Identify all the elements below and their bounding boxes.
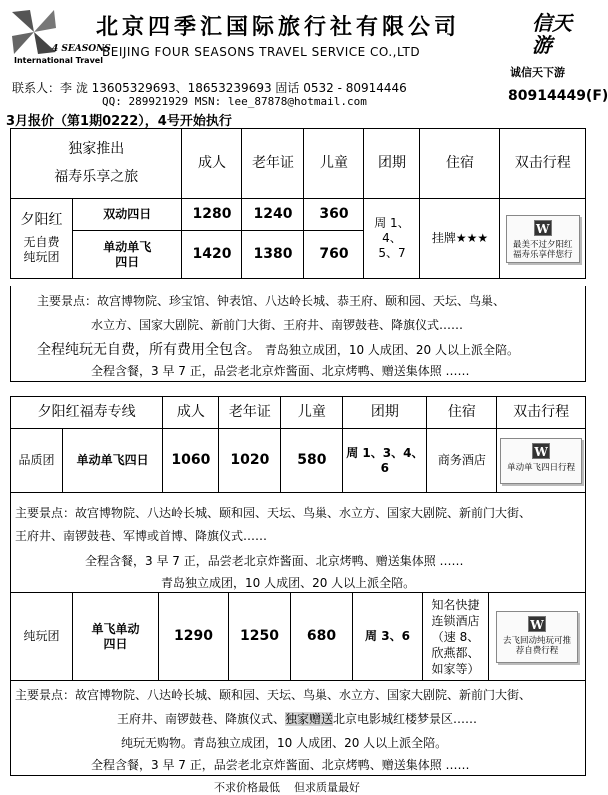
company-name-en: BEIJING FOUR SEASONS TRAVEL SERVICE CO.,LTD [102,45,421,59]
rowA-notes [10,492,586,592]
section1-title [11,129,182,199]
rowB-senior: 1250 [229,593,291,681]
logo-international-travel: International Travel [14,56,103,65]
rowB-type: 单飞单动 四日 [73,593,159,681]
rowB-sights-2a: 王府井、南锣鼓巷、降旗仪式、 [117,712,286,726]
rowA-adult: 1060 [163,429,219,493]
contact-line-1: 联系人：李 泷 13605329693、18653239693 固话 0532 - 80914446 [12,81,407,95]
section1-title-a: 独家推出 [68,141,125,157]
col-adult: 成人 [182,129,242,199]
rowB-doc-caption: 去飞回动纯玩可推 荐自费行程 [502,635,571,656]
col-hotel: 住宿 [420,129,500,199]
footer-text: 不求价格最低 但求质量最好 [214,781,360,794]
rowB-notes [10,680,586,776]
rowA-name: 品质团 [11,429,63,493]
rowB-doc-cell [489,593,586,681]
group-name: 夕阳红 [20,211,63,228]
word-document-icon: W [528,616,546,632]
contact-line-2: QQ: 289921929 MSN: lee_87878@hotmail.com [102,95,367,108]
rowA-child: 580 [281,429,343,493]
col-hotel: 住宿 [427,397,497,429]
col-itinerary: 双击行程 [500,129,586,199]
rowB-hotel: 知名快捷 连锁酒店 （速 8、 欣燕都、 如家等） [423,593,489,681]
rowB-sights-2 [117,710,477,727]
itinerary-doc-cell [500,199,586,279]
row1-child: 360 [304,199,364,231]
rowB-note-2: 全程含餐，3 早 7 正，品尝老北京炸酱面、北京烤鸭、赠送集体照 …… [91,758,470,772]
col-adult: 成人 [163,397,219,429]
rowA-doc-cell [497,429,586,493]
itinerary-doc-caption: 最美不过夕阳红 福寿乐享伴您行 [512,239,573,260]
rowA-note-1: 全程含餐，3 早 7 正，品尝老北京炸酱面、北京烤鸭、赠送集体照 …… [85,554,464,568]
rowA-sights-1: 主要景点：故宫博物院、八达岭长城、颐和园、天坛、鸟巢、水立方、国家大剧院、新前门大街、 [15,506,532,520]
col-child: 儿童 [304,129,364,199]
price-notice: 3月报价（第1期0222），4号开始执行 [6,114,232,129]
section1-note-1b: 青岛独立成团，10 人成团、20 人以上派全陪。 [264,343,519,357]
section1-note-2: 全程含餐，3 早 7 正，品尝老北京炸酱面、北京烤鸭、赠送集体照 …… [91,364,470,378]
rowA-doc-button[interactable] [500,438,582,484]
section1-note-1a: 全程纯玩无自费，所有费用全包含。 [37,342,261,358]
group-sub: 无自费 纯玩团 [23,235,60,265]
row2-child: 760 [304,231,364,279]
rowB-name: 纯玩团 [11,593,73,681]
section1-notes [10,286,586,382]
four-seasons-logo-icon [10,8,58,56]
rowA-type: 单动单飞四日 [63,429,163,493]
slogan-logo: 信天游 [532,11,572,57]
rowA-sights-2: 王府井、南锣鼓巷、军博或首博、降旗仪式…… [15,529,268,543]
hotel: 挂牌★★★ [420,199,500,279]
slogan: 诚信天下游 [510,66,565,79]
itinerary-doc-button[interactable] [506,215,580,263]
rowB-table [10,592,586,681]
rowB-child: 680 [291,593,353,681]
company-name-cn: 北京四季汇国际旅行社有限公司 [96,14,461,40]
rowA-doc-caption: 单动单飞四日行程 [507,462,576,473]
word-document-icon: W [532,443,550,459]
col-senior: 老年证 [242,129,304,199]
row2-type: 单动单飞 四日 [73,231,182,279]
col-child: 儿童 [281,397,343,429]
rowB-note-1: 纯玩无购物。青岛独立成团，10 人成团、20 人以上派全陪。 [121,736,448,750]
rowB-sights-1: 主要景点：故宫博物院、八达岭长城、颐和园、天坛、鸟巢、水立方、国家大剧院、新前门大街、 [15,688,532,702]
logo-four-seasons: 4 SEASONS [52,44,111,54]
section1-title-b: 福寿乐享之旅 [54,168,139,185]
row2-adult: 1420 [182,231,242,279]
rowB-sights-2c: 北京电影城红楼梦景区…… [333,712,478,726]
row1-adult: 1280 [182,199,242,231]
row1-type: 双动四日 [73,199,182,231]
col-period: 团期 [343,397,427,429]
group-cell [11,199,73,279]
col-itinerary: 双击行程 [497,397,586,429]
col-senior: 老年证 [219,397,281,429]
rowB-adult: 1290 [159,593,229,681]
section1-table [10,128,586,279]
rowA-period: 周 1、3、4、6 [343,429,427,493]
rowB-doc-button[interactable] [496,611,578,663]
rowB-period: 周 3、6 [353,593,423,681]
section1-sights-1: 主要景点：故宫博物院、珍宝馆、钟表馆、八达岭长城、恭王府、颐和园、天坛、鸟巢、 [37,294,506,308]
section2-title: 夕阳红福寿专线 [11,397,163,429]
rowA-hotel: 商务酒店 [427,429,497,493]
col-period: 团期 [364,129,420,199]
rowA-senior: 1020 [219,429,281,493]
word-document-icon: W [534,220,552,236]
row2-senior: 1380 [242,231,304,279]
company-logo [10,8,58,56]
rowA-note-2: 青岛独立成团，10 人成团、20 人以上派全陪。 [161,576,416,590]
period: 周 1、4、 5、7 [364,199,420,279]
fax-number: 80914449(F) [508,88,608,104]
section1-sights-2: 水立方、国家大剧院、新前门大街、王府井、南锣鼓巷、降旗仪式…… [91,318,464,332]
rowB-sights-2b: 独家赠送 [285,712,334,726]
section1-note-1 [37,339,519,359]
section2-table [10,396,586,493]
row1-senior: 1240 [242,199,304,231]
